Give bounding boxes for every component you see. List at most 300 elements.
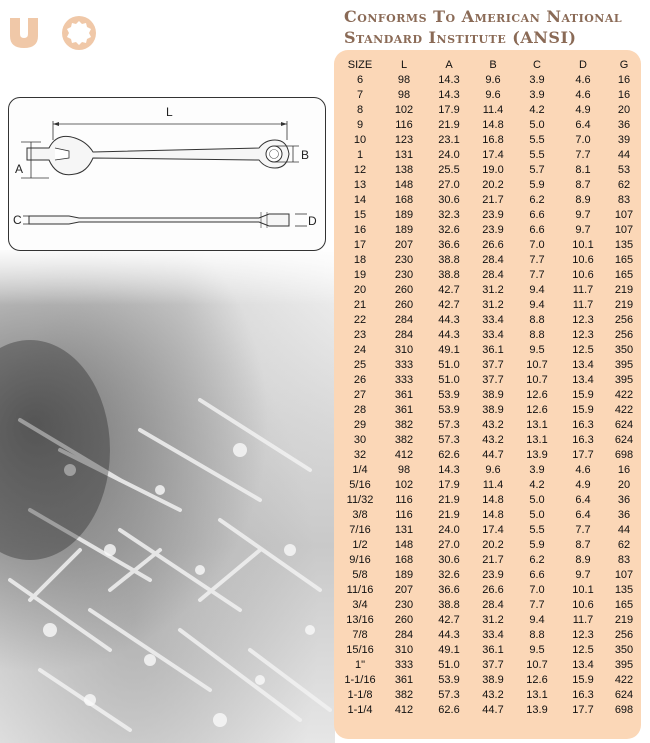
cell-l: 310	[394, 344, 414, 356]
cell-c: 7.7	[529, 599, 545, 611]
title-line-2: Standard Institute (ANSI)	[344, 28, 577, 47]
cell-l: 230	[394, 599, 414, 611]
cell-b: 38.9	[482, 674, 504, 686]
cell-a: 21.9	[438, 119, 460, 131]
cell-a: 30.6	[438, 194, 460, 206]
table-row	[339, 658, 641, 673]
table-row	[339, 163, 641, 178]
tools-pile-art	[0, 250, 335, 743]
cell-b: 28.4	[482, 599, 504, 611]
cell-g: 62	[617, 179, 631, 191]
cell-c: 6.6	[529, 569, 545, 581]
cell-c: 9.4	[529, 299, 545, 311]
cell-a: 57.3	[438, 434, 460, 446]
cell-l: 189	[394, 209, 414, 221]
cell-l: 116	[395, 509, 413, 521]
cell-d: 8.1	[575, 164, 591, 176]
cell-c: 8.8	[529, 329, 545, 341]
cell-l: 230	[394, 269, 414, 281]
cell-d: 16.3	[572, 419, 594, 431]
cell-size: 23	[353, 329, 367, 341]
background-tools-photo	[0, 250, 335, 743]
cell-c: 13.1	[526, 434, 548, 446]
cell-d: 16.3	[572, 434, 594, 446]
header-g: G	[619, 59, 629, 71]
table-row	[339, 223, 641, 238]
cell-c: 7.0	[529, 239, 545, 251]
cell-size: 28	[353, 404, 367, 416]
cell-a: 51.0	[438, 659, 460, 671]
page-title	[344, 6, 644, 48]
cell-d: 16.3	[572, 689, 594, 701]
cell-g: 256	[614, 314, 634, 326]
open-end-wrench-icon	[6, 14, 42, 57]
cell-b: 38.9	[482, 389, 504, 401]
cell-l: 284	[394, 329, 414, 341]
cell-l: 382	[394, 434, 414, 446]
cell-a: 53.9	[438, 404, 460, 416]
cell-c: 8.8	[529, 629, 545, 641]
cell-g: 16	[617, 74, 631, 86]
label-a: A	[15, 162, 24, 176]
cell-g: 135	[614, 584, 634, 596]
cell-b: 14.8	[482, 119, 504, 131]
cell-l: 168	[394, 194, 414, 206]
cell-size: 7/16	[349, 524, 371, 536]
cell-a: 62.6	[438, 449, 460, 461]
cell-b: 28.4	[482, 254, 504, 266]
cell-g: 422	[614, 404, 634, 416]
cell-c: 13.9	[526, 449, 548, 461]
cell-size: 3/8	[352, 509, 368, 521]
cell-c: 5.5	[529, 149, 545, 161]
cell-l: 361	[394, 389, 414, 401]
cell-l: 123	[394, 134, 414, 146]
table-row	[339, 238, 641, 253]
cell-b: 37.7	[482, 659, 504, 671]
cell-size: 1"	[354, 659, 366, 671]
cell-g: 219	[614, 614, 634, 626]
twelve-point-box-icon	[60, 14, 98, 57]
cell-size: 7/8	[352, 629, 368, 641]
cell-size: 30	[353, 434, 367, 446]
cell-l: 116	[395, 494, 413, 506]
cell-g: 165	[614, 269, 634, 281]
cell-d: 9.7	[575, 209, 591, 221]
cell-size: 7	[356, 89, 364, 101]
cell-size: 9	[356, 119, 364, 131]
cell-b: 11.4	[482, 104, 504, 116]
cell-size: 24	[353, 344, 367, 356]
table-row	[339, 598, 641, 613]
cell-d: 4.9	[575, 104, 591, 116]
cell-c: 13.1	[526, 689, 548, 701]
label-c: C	[13, 213, 22, 227]
cell-c: 6.6	[529, 209, 545, 221]
cell-c: 5.9	[529, 539, 545, 551]
label-b: B	[301, 148, 310, 162]
cell-b: 14.8	[482, 509, 504, 521]
cell-c: 7.0	[529, 584, 545, 596]
table-row	[339, 673, 641, 688]
cell-g: 219	[614, 284, 634, 296]
cell-size: 1	[356, 149, 364, 161]
cell-a: 24.0	[438, 524, 460, 536]
cell-size: 13/16	[346, 614, 374, 626]
cell-l: 333	[394, 374, 414, 386]
cell-c: 6.6	[529, 224, 545, 236]
cell-d: 4.6	[575, 464, 591, 476]
cell-b: 36.1	[482, 344, 504, 356]
cell-b: 21.7	[482, 194, 504, 206]
cell-d: 8.7	[575, 179, 591, 191]
cell-l: 98	[397, 74, 411, 86]
cell-d: 6.4	[575, 494, 591, 506]
cell-g: 36	[617, 509, 631, 521]
cell-a: 42.7	[438, 299, 460, 311]
cell-b: 44.7	[482, 449, 504, 461]
cell-l: 333	[394, 359, 414, 371]
header-b: B	[489, 59, 497, 71]
cell-a: 42.7	[438, 284, 460, 296]
cell-b: 9.6	[485, 464, 501, 476]
table-row	[339, 688, 641, 703]
cell-g: 83	[617, 194, 631, 206]
cell-g: 395	[614, 374, 634, 386]
cell-d: 6.4	[575, 509, 591, 521]
cell-g: 44	[617, 149, 631, 161]
table-row	[339, 343, 641, 358]
cell-c: 5.5	[529, 524, 545, 536]
table-row	[339, 583, 641, 598]
cell-size: 18	[353, 254, 367, 266]
table-row	[339, 613, 641, 628]
cell-g: 422	[614, 674, 634, 686]
cell-a: 53.9	[438, 674, 460, 686]
cell-l: 189	[394, 569, 414, 581]
cell-d: 8.9	[575, 554, 591, 566]
cell-a: 53.9	[438, 389, 460, 401]
cell-a: 62.6	[438, 704, 460, 716]
cell-c: 13.1	[526, 419, 548, 431]
cell-a: 14.3	[438, 89, 460, 101]
table-header-row	[339, 58, 641, 73]
cell-l: 138	[394, 164, 414, 176]
cell-g: 165	[614, 254, 634, 266]
cell-g: 350	[614, 344, 634, 356]
cell-size: 25	[353, 359, 367, 371]
table-row	[339, 628, 641, 643]
table-row	[339, 538, 641, 553]
cell-a: 44.3	[438, 329, 460, 341]
cell-c: 5.5	[529, 134, 545, 146]
cell-l: 382	[394, 689, 414, 701]
table-row	[339, 313, 641, 328]
cell-l: 361	[394, 404, 414, 416]
cell-c: 5.0	[529, 119, 545, 131]
table-row	[339, 193, 641, 208]
cell-g: 135	[614, 239, 634, 251]
cell-d: 11.7	[572, 614, 594, 626]
cell-a: 38.8	[438, 599, 460, 611]
cell-c: 13.9	[526, 704, 548, 716]
cell-size: 10	[353, 134, 367, 146]
cell-a: 14.3	[438, 464, 460, 476]
cell-l: 284	[394, 629, 414, 641]
cell-g: 698	[614, 704, 634, 716]
cell-g: 53	[617, 164, 631, 176]
cell-c: 12.6	[526, 389, 548, 401]
cell-l: 260	[394, 299, 414, 311]
table-row	[339, 148, 641, 163]
cell-b: 20.2	[482, 539, 504, 551]
cell-c: 5.0	[529, 509, 545, 521]
cell-g: 256	[614, 329, 634, 341]
cell-a: 17.9	[438, 104, 460, 116]
cell-c: 12.6	[526, 404, 548, 416]
cell-d: 17.7	[572, 449, 594, 461]
cell-a: 51.0	[438, 359, 460, 371]
cell-a: 38.8	[438, 269, 460, 281]
cell-d: 4.9	[575, 479, 591, 491]
cell-d: 17.7	[572, 704, 594, 716]
cell-g: 107	[614, 569, 634, 581]
cell-b: 37.7	[482, 359, 504, 371]
cell-a: 27.0	[438, 539, 460, 551]
cell-a: 17.9	[438, 479, 460, 491]
cell-size: 1/4	[352, 464, 368, 476]
table-row	[339, 493, 641, 508]
cell-g: 422	[614, 389, 634, 401]
cell-g: 36	[617, 494, 631, 506]
table-row	[339, 478, 641, 493]
cell-a: 30.6	[438, 554, 460, 566]
cell-d: 10.6	[572, 254, 594, 266]
cell-d: 11.7	[572, 284, 594, 296]
cell-size: 21	[353, 299, 367, 311]
cell-d: 8.7	[575, 539, 591, 551]
header-l: L	[400, 59, 408, 71]
table-row	[339, 433, 641, 448]
cell-a: 32.6	[438, 224, 460, 236]
cell-b: 26.6	[482, 584, 504, 596]
cell-l: 148	[394, 179, 414, 191]
cell-d: 4.6	[575, 89, 591, 101]
cell-a: 21.9	[438, 494, 460, 506]
cell-size: 20	[353, 284, 367, 296]
title-line-1: Conforms To American National	[344, 7, 623, 26]
cell-b: 9.6	[485, 89, 501, 101]
cell-size: 11/32	[346, 494, 374, 506]
cell-c: 10.7	[526, 659, 548, 671]
cell-d: 9.7	[575, 224, 591, 236]
cell-d: 15.9	[572, 404, 594, 416]
cell-a: 44.3	[438, 314, 460, 326]
table-row	[339, 133, 641, 148]
cell-size: 5/8	[352, 569, 368, 581]
cell-size: 19	[353, 269, 367, 281]
cell-c: 3.9	[529, 89, 545, 101]
cell-size: 1/2	[352, 539, 368, 551]
cell-g: 107	[614, 209, 634, 221]
cell-l: 260	[394, 614, 414, 626]
cell-b: 33.4	[482, 329, 504, 341]
cell-c: 8.8	[529, 314, 545, 326]
cell-c: 9.4	[529, 284, 545, 296]
table-row	[339, 208, 641, 223]
cell-l: 116	[395, 119, 413, 131]
cell-l: 207	[394, 584, 414, 596]
cell-d: 13.4	[572, 359, 594, 371]
cell-a: 49.1	[438, 344, 460, 356]
cell-c: 5.9	[529, 179, 545, 191]
cell-g: 16	[617, 464, 631, 476]
cell-b: 43.2	[482, 689, 504, 701]
cell-size: 29	[353, 419, 367, 431]
cell-g: 698	[614, 449, 634, 461]
cell-l: 230	[394, 254, 414, 266]
cell-size: 26	[353, 374, 367, 386]
cell-b: 19.0	[482, 164, 504, 176]
cell-l: 98	[397, 89, 411, 101]
cell-b: 9.6	[485, 74, 501, 86]
cell-d: 7.0	[575, 134, 591, 146]
cell-size: 8	[356, 104, 364, 116]
cell-b: 16.8	[482, 134, 504, 146]
cell-d: 4.6	[575, 74, 591, 86]
table-row	[339, 298, 641, 313]
cell-a: 23.1	[438, 134, 460, 146]
cell-c: 5.0	[529, 494, 545, 506]
cell-c: 12.6	[526, 674, 548, 686]
cell-a: 32.3	[438, 209, 460, 221]
cell-c: 9.5	[529, 344, 545, 356]
cell-a: 51.0	[438, 374, 460, 386]
cell-d: 10.6	[572, 599, 594, 611]
cell-c: 7.7	[529, 269, 545, 281]
table-row	[339, 118, 641, 133]
cell-size: 1-1/8	[347, 689, 373, 701]
cell-l: 361	[394, 674, 414, 686]
table-row	[339, 568, 641, 583]
cell-size: 15/16	[346, 644, 374, 656]
cell-g: 20	[617, 479, 631, 491]
cell-a: 27.0	[438, 179, 460, 191]
cell-size: 12	[353, 164, 367, 176]
cell-g: 219	[614, 299, 634, 311]
cell-l: 207	[394, 239, 414, 251]
cell-g: 39	[617, 134, 631, 146]
cell-c: 3.9	[529, 74, 545, 86]
cell-b: 23.9	[482, 224, 504, 236]
cell-l: 189	[394, 224, 414, 236]
cell-d: 10.1	[572, 584, 594, 596]
cell-d: 12.3	[572, 314, 594, 326]
cell-c: 4.2	[529, 479, 545, 491]
cell-size: 14	[353, 194, 367, 206]
cell-d: 12.5	[572, 644, 594, 656]
cell-g: 350	[614, 644, 634, 656]
label-l: L	[166, 105, 173, 119]
cell-l: 382	[394, 419, 414, 431]
cell-d: 13.4	[572, 374, 594, 386]
cell-b: 36.1	[482, 644, 504, 656]
cell-d: 12.3	[572, 629, 594, 641]
cell-g: 395	[614, 359, 634, 371]
cell-b: 33.4	[482, 314, 504, 326]
table-row	[339, 508, 641, 523]
cell-b: 43.2	[482, 419, 504, 431]
cell-g: 62	[617, 539, 631, 551]
cell-l: 102	[394, 104, 414, 116]
cell-a: 36.6	[438, 584, 460, 596]
cell-g: 83	[617, 554, 631, 566]
cell-g: 256	[614, 629, 634, 641]
cell-b: 44.7	[482, 704, 504, 716]
cell-l: 333	[394, 659, 414, 671]
header-d: D	[579, 59, 587, 71]
cell-l: 131	[394, 149, 414, 161]
spec-table	[339, 58, 641, 718]
wrench-drawing	[9, 98, 325, 250]
cell-b: 33.4	[482, 629, 504, 641]
table-row	[339, 268, 641, 283]
table-row	[339, 553, 641, 568]
table-row	[339, 88, 641, 103]
cell-d: 10.1	[572, 239, 594, 251]
cell-b: 14.8	[482, 494, 504, 506]
cell-b: 11.4	[482, 479, 504, 491]
cell-g: 16	[617, 89, 631, 101]
table-row	[339, 643, 641, 658]
cell-d: 7.7	[575, 524, 591, 536]
cell-g: 36	[617, 119, 631, 131]
cell-d: 12.3	[572, 329, 594, 341]
cell-size: 13	[353, 179, 367, 191]
cell-size: 17	[353, 239, 367, 251]
cell-c: 3.9	[529, 464, 545, 476]
table-row	[339, 253, 641, 268]
cell-b: 31.2	[482, 614, 504, 626]
cell-d: 7.7	[575, 149, 591, 161]
header-size: SIZE	[347, 59, 373, 71]
cell-a: 32.6	[438, 569, 460, 581]
cell-d: 10.6	[572, 269, 594, 281]
cell-size: 6	[356, 74, 364, 86]
wrench-dimension-diagram	[8, 97, 326, 251]
cell-b: 21.7	[482, 554, 504, 566]
cell-size: 32	[353, 449, 367, 461]
cell-b: 38.9	[482, 404, 504, 416]
table-row	[339, 358, 641, 373]
cell-a: 21.9	[438, 509, 460, 521]
table-row	[339, 388, 641, 403]
cell-d: 15.9	[572, 674, 594, 686]
cell-d: 11.7	[572, 299, 594, 311]
cell-size: 22	[353, 314, 367, 326]
background-fade	[0, 245, 335, 305]
header-a: A	[445, 59, 453, 71]
cell-g: 107	[614, 224, 634, 236]
cell-l: 102	[394, 479, 414, 491]
cell-c: 9.4	[529, 614, 545, 626]
cell-a: 14.3	[438, 74, 460, 86]
cell-l: 98	[397, 464, 411, 476]
cell-g: 624	[614, 689, 634, 701]
cell-a: 57.3	[438, 689, 460, 701]
cell-a: 57.3	[438, 419, 460, 431]
table-row	[339, 73, 641, 88]
